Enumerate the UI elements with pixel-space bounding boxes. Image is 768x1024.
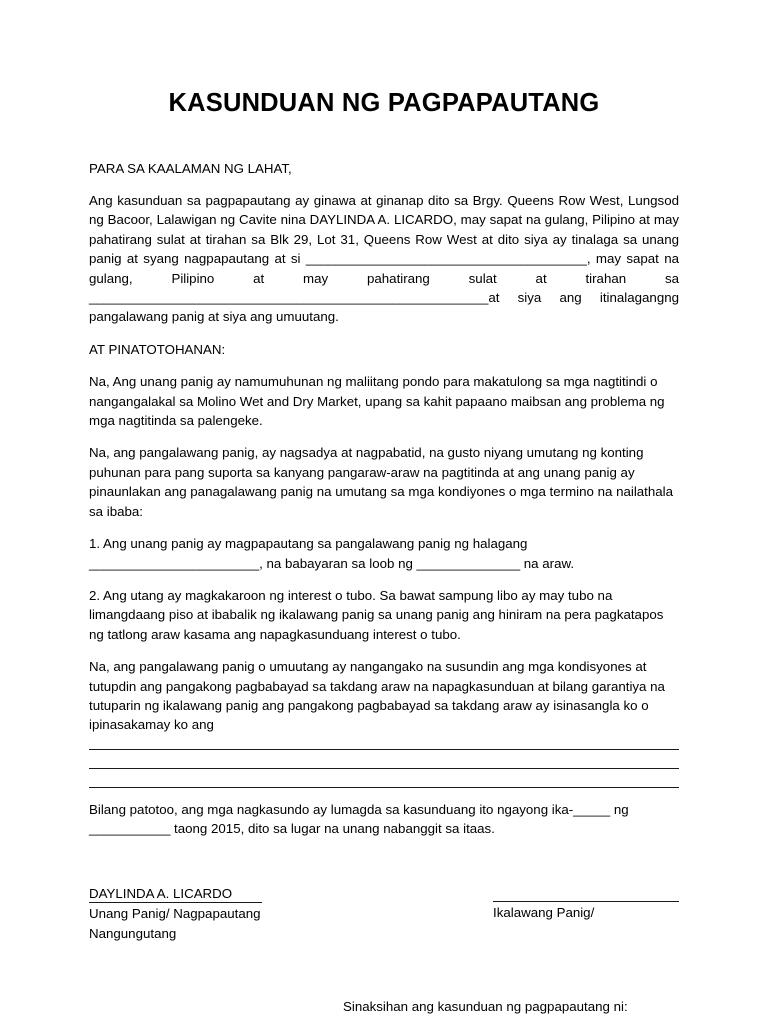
signatory-right-role-line-1: Ikalawang Panig/: [493, 904, 595, 920]
paragraph-spacer: [89, 521, 679, 534]
paragraph-spacer: [89, 644, 679, 657]
paragraph-spacer: [89, 430, 679, 443]
closing-paragraph: Bilang patotoo, ang mga nagkasundo ay lumagda sa kasunduang ito ngayong ika-_____ ng ___________ taong 2015, dito sa lugar na unang nabanggit sa itaas.: [89, 801, 629, 837]
signatory-left: [89, 884, 389, 944]
blank-rule-line: [89, 768, 679, 769]
signatory-left-role-line-1: Unang Panig/ Nagpapautang: [89, 905, 261, 921]
paragraph-spacer: [89, 178, 679, 191]
signatory-right: [493, 884, 679, 922]
attestation-heading: AT PINATOTOHANAN:: [89, 341, 226, 357]
signature-row: [89, 884, 679, 942]
paragraph-spacer: [89, 359, 679, 372]
term-item-2: 2. Ang utang ay magkakaroon ng interest o tubo. Sa bawat sampung libo ay may tubo na limangdaang piso at ibabalik ng ikalawang panig sa unang panig ang hiniram na pera pagkatapos ng tatlong araw kasama ang napagkasunduang interest o tubo.: [89, 587, 664, 642]
witness-label: Sinaksihan ang kasunduan ng pagpapautang ni:: [343, 998, 628, 1014]
paragraph-spacer: [89, 327, 679, 340]
page-title: KASUNDUAN NG PAGPAPAUTANG: [168, 89, 600, 117]
recital-paragraph-2: Na, ang pangalawang panig, ay nagsadya at nagpabatid, na gusto niyang umutang ng konting puhunan para pang suporta sa kanyang pangaraw-araw na pagtitinda at ang unang panig ay pinaunlakan ang panagalawang panig na umutang sa mga kondiyones o mga termino na nailathala sa ibaba:: [89, 445, 674, 519]
signatory-right-signature-line[interactable]: [493, 884, 679, 902]
blank-rule-line: [89, 749, 679, 750]
signature-block: [89, 839, 679, 942]
recital-paragraph-1: Na, Ang unang panig ay namumuhunan ng maliitang pondo para makatulong sa mga nagtitindi o nangangalakal sa Molino Wet and Dry Market, upang sa kahit papaano maibsan ang problema ng mga nagtitinda sa palengeke.: [89, 374, 665, 429]
term-item-1: 1. Ang unang panig ay magpapautang sa pangalawang panig ng halagang _______________________, na babayaran sa loob ng ______________ na araw.: [89, 536, 575, 571]
title-spacer: [89, 119, 679, 159]
undertaking-paragraph: Na, ang pangalawang panig o umuutang ay nangangako na susundin ang mga kondisyones at tutupdin ang pangakong pagbabayad sa takdang araw na napagkasunduan at bilang garantiya na tutuparin ng ikalawang panig ang pangakong pagbabayad sa takdang araw ay isinasangla ko o ipinasakamay ko ang: [89, 659, 665, 733]
signatory-left-name: DAYLINDA A. LICARDO: [89, 885, 262, 903]
document-content: [89, 0, 679, 1024]
paragraph-spacer: [89, 573, 679, 586]
paragraph-spacer: [89, 788, 679, 800]
collateral-write-in-lines: [89, 735, 679, 788]
signatory-left-role-line-2: Nangungutang: [89, 926, 177, 942]
salutation-text: PARA SA KAALAMAN NG LAHAT,: [89, 160, 292, 176]
intro-paragraph: Ang kasunduan sa pagpapautang ay ginawa at ginanap dito sa Brgy. Queens Row West, Lungsod ng Bacoor, Lalawigan ng Cavite nina DAYLINDA A. LICARDO, may sapat na gulang, Pilipino at may pahatirang sulat at tirahan sa Blk 29, Lot 31, Queens Row West at dito siya ay tinalaga sa unang panig at syang nagpapautang at si ______________________________________, may sapat na gulang, Pilipino at may pahatirang sulat at tirahan sa ______________________________________________________at siya ang itinalagangng pangalawang panig at siya ang umuutang.: [89, 193, 679, 325]
